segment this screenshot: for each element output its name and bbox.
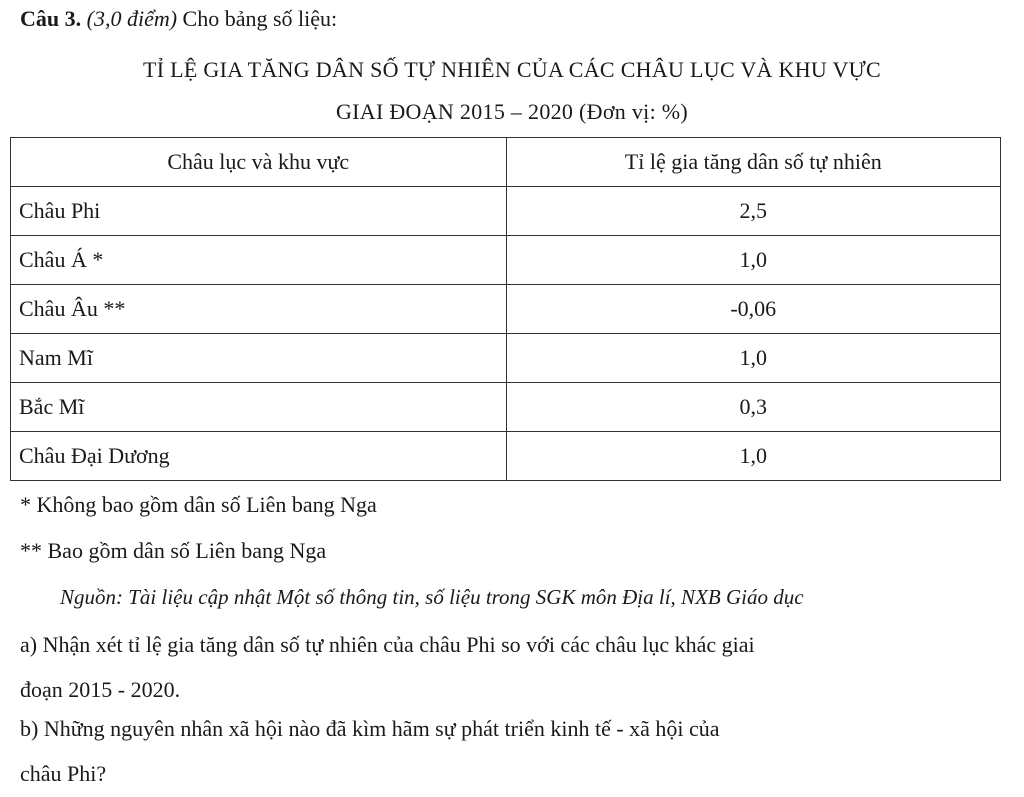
source-citation: Nguồn: Tài liệu cập nhật Một số thông tin, số liệu trong SGK môn Địa lí, NXB Giáo dục xyxy=(60,585,804,609)
region-cell: Châu Âu ** xyxy=(11,285,507,334)
region-cell: Châu Á * xyxy=(11,236,507,285)
table-row xyxy=(11,285,1001,334)
question-b-line-1: b) Những nguyên nhân xã hội nào đã kìm hãm sự phát triển kinh tế - xã hội của xyxy=(20,716,720,741)
question-b-line-2: châu Phi? xyxy=(20,761,107,786)
table-row xyxy=(11,432,1001,481)
region-cell: Nam Mĩ xyxy=(11,334,507,383)
rate-cell: -0,06 xyxy=(506,285,1001,334)
header-rate: Tỉ lệ gia tăng dân số tự nhiên xyxy=(506,138,1001,187)
footnote-double-star: ** Bao gồm dân số Liên bang Nga xyxy=(20,538,327,563)
rate-cell: 1,0 xyxy=(506,334,1001,383)
rate-cell: 1,0 xyxy=(506,236,1001,285)
data-table xyxy=(10,137,1001,481)
table-row xyxy=(11,187,1001,236)
question-a-line-1: a) Nhận xét tỉ lệ gia tăng dân số tự nhiên của châu Phi so với các châu lục khác giai xyxy=(20,632,755,657)
table-title-line-2: GIAI ĐOẠN 2015 – 2020 (Đơn vị: %) xyxy=(335,99,689,124)
question-label: Câu 3. xyxy=(20,6,82,31)
table-title-line-1: TỈ LỆ GIA TĂNG DÂN SỐ TỰ NHIÊN CỦA CÁC CHÂU LỤC VÀ KHU VỰC xyxy=(142,57,882,82)
region-cell: Châu Phi xyxy=(11,187,507,236)
question-a-line-2: đoạn 2015 - 2020. xyxy=(20,677,181,702)
table-row xyxy=(11,334,1001,383)
footnote-single-star: * Không bao gồm dân số Liên bang Nga xyxy=(20,492,377,517)
region-cell: Bắc Mĩ xyxy=(11,383,507,432)
rate-cell: 1,0 xyxy=(506,432,1001,481)
question-heading xyxy=(20,8,337,30)
question-points: (3,0 điểm) xyxy=(86,6,178,31)
region-cell: Châu Đại Dương xyxy=(11,432,507,481)
header-region: Châu lục và khu vực xyxy=(11,138,507,187)
question-intro: Cho bảng số liệu: xyxy=(182,6,338,31)
table-row xyxy=(11,236,1001,285)
table-header-row xyxy=(11,138,1001,187)
rate-cell: 0,3 xyxy=(506,383,1001,432)
table-row xyxy=(11,383,1001,432)
rate-cell: 2,5 xyxy=(506,187,1001,236)
